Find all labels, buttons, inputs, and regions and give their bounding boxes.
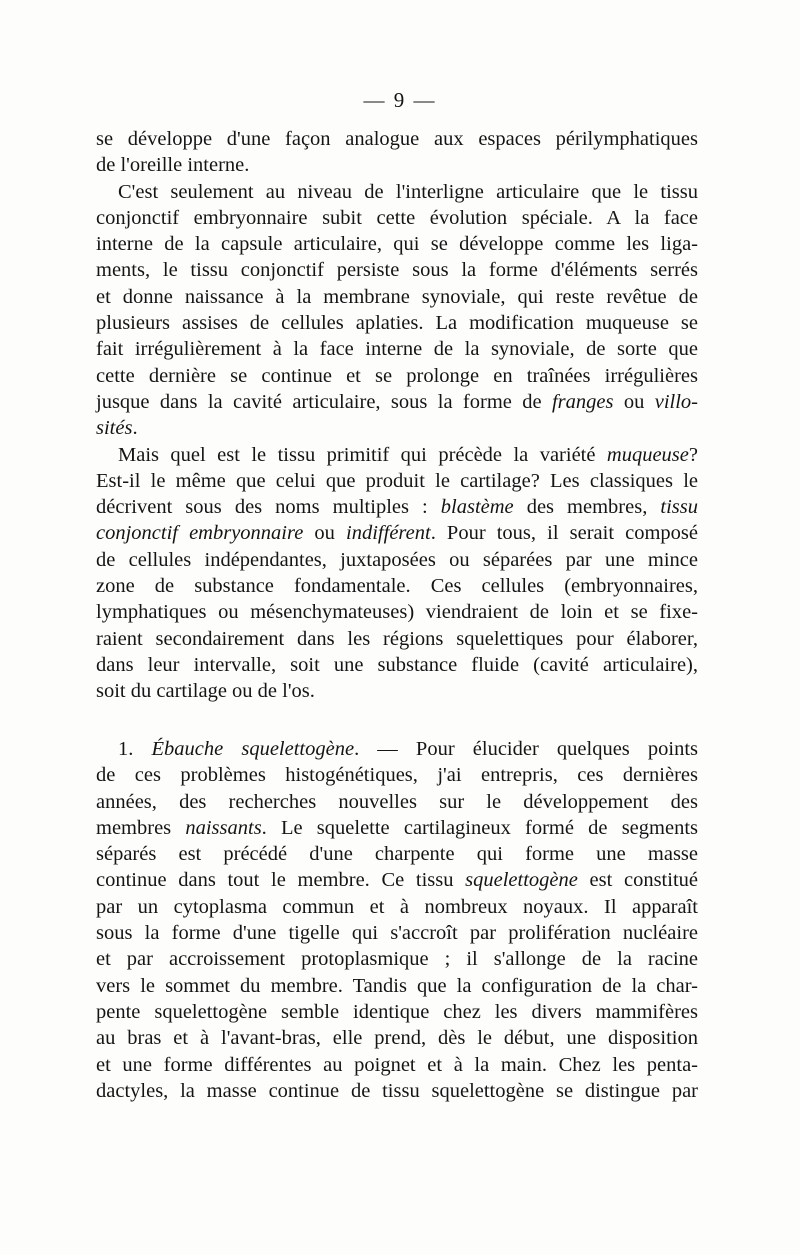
text-line: vers le sommet du membre. Tandis que la configuration de la char- (96, 974, 698, 997)
text-line: et une forme différentes au poignet et à la main. Chez les penta- (96, 1053, 698, 1076)
text-line: sités. (96, 417, 138, 440)
text-line: raient secondairement dans les régions squelettiques pour élaborer, (96, 627, 698, 650)
text-line: et par accroissement protoplasmique ; il s'allonge de la racine (96, 948, 698, 971)
text-line: soit du cartilage ou de l'os. (96, 680, 315, 703)
section-heading: Ébauche squelettogène (151, 738, 355, 760)
text-line: décrivent sous des noms multiples : blastème des membres, tissu (96, 496, 698, 519)
text-line: Est-il le même que celui que produit le cartilage? Les classiques le (96, 469, 698, 492)
italic-term: sités (96, 417, 133, 440)
paragraph-2 (96, 179, 698, 442)
text-line: de cellules indépendantes, juxtaposées ou séparées par une mince (96, 548, 698, 571)
paragraph-4 (96, 736, 698, 1104)
text-line: lymphatiques ou mésenchymateuses) viendraient de loin et se fixe- (96, 601, 698, 624)
text-line: au bras et à l'avant-bras, elle prend, dès le début, une disposition (96, 1027, 698, 1050)
text-line: années, des recherches nouvelles sur le développement des (96, 790, 698, 813)
text-line: 1. Ébauche squelettogène. — Pour élucider quelques points (118, 738, 699, 760)
paragraph-3 (96, 442, 698, 705)
text-line: cette dernière se continue et se prolonge en traînées irrégulières (96, 364, 698, 387)
italic-term: indifférent (346, 522, 431, 545)
text-line: de l'oreille interne. (96, 154, 250, 177)
text-line: par un cytoplasma commun et à nombreux noyaux. Il apparaît (96, 895, 698, 918)
italic-term: conjonctif embryonnaire (96, 522, 304, 545)
text-line: dactyles, la masse continue de tissu squelettogène se distingue par (96, 1079, 698, 1102)
text-line: membres naissants. Le squelette cartilagineux formé de segments (96, 816, 698, 839)
italic-term: naissants (185, 816, 262, 839)
text-line: ments, le tissu conjonctif persiste sous la forme d'éléments serrés (96, 259, 698, 282)
italic-term: franges (551, 390, 614, 413)
text-line: pente squelettogène semble identique chez les divers mammifères (96, 1000, 698, 1023)
text-line: Mais quel est le tissu primitif qui précède la variété muqueuse? (118, 443, 698, 466)
text-line: interne de la capsule articulaire, qui se développe comme les liga- (96, 233, 698, 256)
text-line: jusque dans la cavité articulaire, sous la forme de franges ou villo- (96, 390, 699, 413)
text-line: conjonctif embryonnaire ou indifférent. Pour tous, il serait composé (96, 522, 698, 545)
text-line: zone de substance fondamentale. Ces cellules (embryonnaires, (96, 575, 698, 598)
text-block-lower (96, 736, 698, 1104)
text-line: C'est seulement au niveau de l'interligne articulaire que le tissu (118, 180, 698, 203)
italic-term: villo- (654, 390, 699, 413)
text-line: plusieurs assises de cellules aplaties. La modification muqueuse se (96, 312, 698, 335)
text-line: séparés est précédé d'une charpente qui forme une masse (96, 843, 698, 866)
text-line: sous la forme d'une tigelle qui s'accroît par prolifération nucléaire (96, 922, 698, 945)
text-block-upper (96, 126, 698, 705)
text-line: de ces problèmes histogénétiques, j'ai entrepris, ces dernières (96, 764, 698, 787)
italic-term: muqueuse (606, 443, 689, 466)
text-line: et donne naissance à la membrane synoviale, qui reste revêtue de (96, 285, 698, 308)
italic-term: blastème (440, 496, 514, 519)
text-line: fait irrégulièrement à la face interne de la synoviale, de sorte que (96, 338, 698, 361)
italic-term: tissu (660, 496, 698, 519)
text-line: continue dans tout le membre. Ce tissu squelettogène est constitué (96, 869, 698, 892)
text-line: conjonctif embryonnaire subit cette évolution spéciale. A la face (96, 206, 698, 229)
page-number: — 9 — (363, 88, 437, 112)
italic-term: squelettogène (465, 869, 578, 892)
text-line: se développe d'une façon analogue aux espaces périlymphatiques (96, 128, 698, 150)
paragraph-1 (96, 126, 698, 179)
text-line: dans leur intervalle, soit une substance fluide (cavité articulaire), (96, 653, 698, 676)
